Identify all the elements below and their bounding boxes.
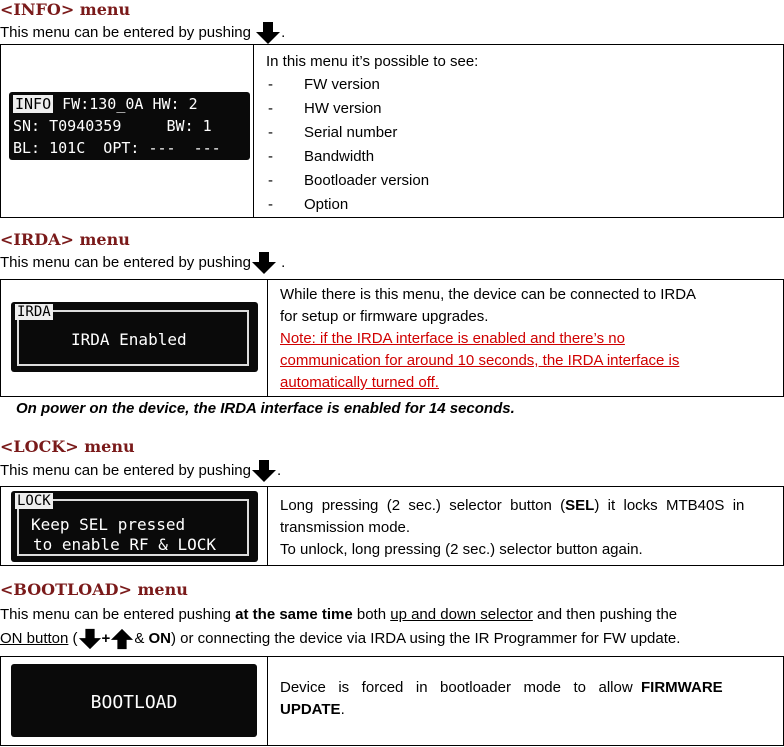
info-desc-title: In this menu it’s possible to see: — [266, 53, 479, 70]
irda-intro: This menu can be entered by pushing . — [0, 252, 285, 274]
bootload-line1: This menu can be entered pushing at the same time both up and down selector and then pushing the — [0, 606, 678, 623]
list-item: - HW version — [268, 100, 382, 117]
info-lcd-row3: BL: 101C OPT: --- --- — [13, 139, 221, 157]
lock-desc-line1: Long pressing (2 sec.) selector button (SEL) it locks MTB40S in — [280, 497, 745, 514]
list-item: - FW version — [268, 76, 380, 93]
lock-intro: This menu can be entered by pushing . — [0, 460, 281, 482]
up-arrow-icon — [110, 628, 134, 650]
list-item: - Bandwidth — [268, 148, 375, 165]
lock-desc-cell — [268, 487, 784, 566]
bootload-desc-line1: Device is forced in bootloader mode to allow FIRMWARE — [280, 679, 723, 696]
info-heading: <INFO> menu — [0, 0, 131, 19]
info-items-list — [266, 73, 783, 217]
irda-lcd-cell — [1, 280, 268, 397]
irda-heading: <IRDA> menu — [0, 230, 130, 249]
irda-footer-note: On power on the device, the IRDA interface is enabled for 14 seconds. — [16, 400, 515, 417]
info-table — [0, 44, 784, 218]
irda-lcd-tag: IRDA — [17, 304, 51, 320]
bootload-lcd-cell — [1, 657, 268, 746]
down-arrow-icon — [255, 22, 281, 44]
bootload-lcd-screen — [11, 664, 257, 737]
lock-lcd-row2: to enable RF & LOCK — [33, 535, 217, 554]
down-arrow-icon — [251, 252, 277, 274]
bootload-heading: <BOOTLOAD> menu — [0, 580, 188, 599]
lock-lcd-tag: LOCK — [17, 493, 51, 509]
lock-lcd-row1: Keep SEL pressed — [31, 515, 186, 534]
bootload-desc-line2: UPDATE. — [280, 701, 345, 718]
bootload-line2: ON button ( + & ON) or connecting the device via IRDA using the IR Programmer for FW update. — [0, 628, 680, 650]
lock-desc-line2: transmission mode. — [280, 519, 411, 536]
down-arrow-icon — [78, 628, 102, 650]
irda-lcd-screen — [11, 302, 258, 372]
irda-desc-line2: for setup or firmware upgrades. — [280, 308, 489, 325]
info-desc-cell — [254, 45, 784, 218]
irda-desc-line1: While there is this menu, the device can be connected to IRDA — [280, 286, 697, 303]
irda-note-line2: communication for around 10 seconds, the IRDA interface is — [280, 352, 680, 369]
info-lcd-row1: FW:130_0A HW: 2 — [53, 95, 198, 113]
irda-note-line1: Note: if the IRDA interface is enabled and there’s no — [280, 330, 625, 347]
bootload-lcd-text: BOOTLOAD — [90, 692, 178, 713]
irda-desc-cell — [268, 280, 784, 397]
lock-heading: <LOCK> menu — [0, 437, 135, 456]
info-lcd-cell — [1, 45, 254, 218]
bootload-table — [0, 656, 784, 746]
lock-table — [0, 486, 784, 566]
down-arrow-icon — [251, 460, 277, 482]
lock-lcd-screen — [11, 491, 258, 562]
info-lcd-tag: INFO — [15, 95, 52, 113]
irda-table — [0, 279, 784, 397]
bootload-desc-cell — [268, 657, 784, 746]
list-item: - Option — [268, 196, 349, 213]
irda-lcd-text: IRDA Enabled — [71, 330, 187, 349]
irda-note-line3: automatically turned off. — [280, 374, 439, 391]
lock-lcd-cell — [1, 487, 268, 566]
info-intro: This menu can be entered by pushing . — [0, 22, 285, 44]
info-lcd-row2: SN: T0940359 BW: 1 — [13, 117, 212, 135]
info-lcd-screen — [9, 92, 250, 160]
lock-desc-line3: To unlock, long pressing (2 sec.) selector button again. — [280, 541, 643, 558]
list-item: - Serial number — [268, 124, 398, 141]
list-item: - Bootloader version — [268, 172, 430, 189]
